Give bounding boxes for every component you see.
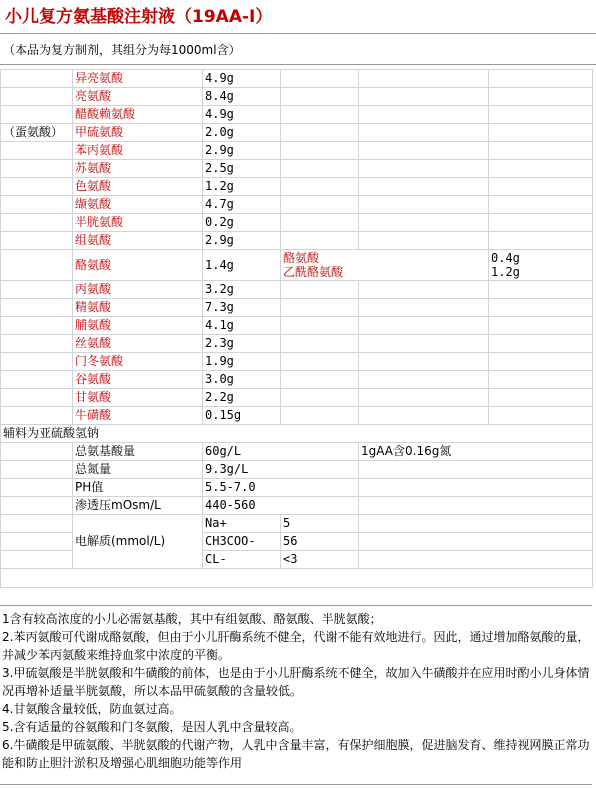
empty-cell [489, 214, 593, 232]
empty-cell [489, 106, 593, 124]
empty-cell [489, 335, 593, 353]
empty-cell [489, 281, 593, 299]
table-row [1, 214, 593, 232]
composition-table [0, 69, 593, 588]
amino-acid-name: 甘氨酸 [73, 389, 203, 407]
tyrosine-sub-amounts [489, 250, 593, 281]
table-row [1, 142, 593, 160]
empty-cell [1, 70, 73, 88]
empty-cell [1, 533, 73, 551]
spec-value: 9.3g/L [203, 461, 359, 479]
amino-acid-name: 醋酸赖氨酸 [73, 106, 203, 124]
table-row [1, 106, 593, 124]
empty-cell [359, 317, 489, 335]
table-row [1, 88, 593, 106]
table-row [1, 196, 593, 214]
amino-acid-amount: 7.3g [203, 299, 281, 317]
spec-value: 60g/L [203, 443, 359, 461]
empty-cell [1, 160, 73, 178]
table-row [1, 281, 593, 299]
empty-cell [281, 88, 359, 106]
empty-cell [1, 142, 73, 160]
table-row [1, 178, 593, 196]
spec-label: 总氮量 [73, 461, 203, 479]
table-row [1, 479, 593, 497]
page-title: 小儿复方氨基酸注射液（19AA-I） [0, 0, 596, 34]
empty-cell [281, 299, 359, 317]
amino-acid-name: 异亮氨酸 [73, 70, 203, 88]
table-row [1, 353, 593, 371]
amino-acid-name: 甲硫氨酸 [73, 124, 203, 142]
amino-acid-name: 牛磺酸 [73, 407, 203, 425]
amino-acid-name: 亮氨酸 [73, 88, 203, 106]
empty-cell [359, 353, 489, 371]
empty-cell [359, 160, 489, 178]
electrolyte-value: 56 [281, 533, 359, 551]
empty-cell [281, 371, 359, 389]
empty-cell [489, 88, 593, 106]
empty-cell [359, 124, 489, 142]
empty-cell [281, 389, 359, 407]
empty-cell [489, 389, 593, 407]
empty-cell [489, 124, 593, 142]
empty-cell [1, 196, 73, 214]
empty-cell [1, 281, 73, 299]
empty-cell [489, 196, 593, 214]
table-row [1, 389, 593, 407]
amino-acid-amount: 2.5g [203, 160, 281, 178]
empty-cell [1, 178, 73, 196]
empty-cell [1, 232, 73, 250]
divider [0, 64, 596, 65]
amino-acid-amount: 4.9g [203, 70, 281, 88]
empty-cell [281, 196, 359, 214]
table-row [1, 70, 593, 88]
empty-cell [1, 299, 73, 317]
empty-cell [281, 407, 359, 425]
empty-cell [359, 407, 489, 425]
empty-cell [359, 281, 489, 299]
empty-cell [489, 371, 593, 389]
table-row [1, 317, 593, 335]
amino-acid-name: 脯氨酸 [73, 317, 203, 335]
empty-cell [489, 317, 593, 335]
amino-acid-amount: 2.9g [203, 232, 281, 250]
note-1: 1含有较高浓度的小儿必需氨基酸，其中有组氨酸、酪氨酸、半胱氨酸； [2, 612, 382, 626]
empty-cell [359, 196, 489, 214]
table-row [1, 250, 593, 281]
empty-cell [1, 443, 73, 461]
amino-acid-amount: 3.2g [203, 281, 281, 299]
empty-cell [359, 497, 593, 515]
spec-label: 渗透压mOsm/L [73, 497, 203, 515]
empty-cell [359, 515, 593, 533]
amino-acid-amount: 0.15g [203, 407, 281, 425]
amino-acid-amount: 2.3g [203, 335, 281, 353]
empty-cell [281, 142, 359, 160]
amino-acid-amount: 2.2g [203, 389, 281, 407]
tyrosine-sub-name: 酪氨酸 [283, 251, 320, 265]
amino-acid-amount: 2.9g [203, 142, 281, 160]
table-row [1, 335, 593, 353]
empty-cell [489, 407, 593, 425]
notes-section [0, 605, 592, 785]
amino-acid-name: 酪氨酸 [73, 250, 203, 281]
empty-cell [1, 389, 73, 407]
empty-cell [1, 106, 73, 124]
empty-cell [359, 232, 489, 250]
empty-cell [281, 317, 359, 335]
empty-cell [1, 407, 73, 425]
empty-cell [359, 461, 593, 479]
table-row [1, 299, 593, 317]
amino-acid-name: 苏氨酸 [73, 160, 203, 178]
spec-value: 440-560 [203, 497, 359, 515]
table-row [1, 497, 593, 515]
table-row [1, 124, 593, 142]
empty-cell [281, 160, 359, 178]
electrolyte-value: <3 [281, 551, 359, 569]
amino-acid-name: 苯丙氨酸 [73, 142, 203, 160]
excipient-label: 辅料为亚硫酸氢钠 [1, 425, 593, 443]
amino-acid-name: 丙氨酸 [73, 281, 203, 299]
amino-acid-name: 色氨酸 [73, 178, 203, 196]
note-3: 3.甲硫氨酸是半胱氨酸和牛磺酸的前体，也是由于小儿肝酶系统不健全，故加入牛磺酸并在应用时酌小儿身体情况再增补适量半胱氨酸，所以本品甲硫氨酸的含量较低。 [2, 666, 590, 698]
amino-acid-amount: 1.9g [203, 353, 281, 371]
empty-cell [1, 569, 593, 588]
amino-acid-name: 谷氨酸 [73, 371, 203, 389]
amino-acid-amount: 4.9g [203, 106, 281, 124]
empty-cell [359, 299, 489, 317]
empty-cell [1, 317, 73, 335]
empty-cell [359, 479, 593, 497]
table-row [1, 461, 593, 479]
empty-cell [281, 106, 359, 124]
note-4: 4.甘氨酸含量较低，防血氨过高。 [2, 702, 182, 716]
empty-cell [359, 88, 489, 106]
empty-cell [1, 479, 73, 497]
electrolyte-ion: CH3COO- [203, 533, 281, 551]
spec-label: 总氨基酸量 [73, 443, 203, 461]
empty-cell [489, 299, 593, 317]
empty-cell [281, 353, 359, 371]
empty-cell [489, 160, 593, 178]
spec-value: 5.5-7.0 [203, 479, 359, 497]
empty-cell [1, 214, 73, 232]
empty-cell [1, 335, 73, 353]
empty-cell [281, 335, 359, 353]
amino-acid-name: 丝氨酸 [73, 335, 203, 353]
tyrosine-sub-name: 乙酰酪氨酸 [283, 265, 344, 279]
empty-cell [1, 371, 73, 389]
note-6: 6.牛磺酸是甲硫氨酸、半胱氨酸的代谢产物，人乳中含量丰富，有保护细胞膜，促进脑发育、维持视网膜正常功能和防止胆汁淤积及增强心肌细胞功能等作用 [2, 738, 590, 770]
empty-cell [281, 281, 359, 299]
amino-acid-amount: 3.0g [203, 371, 281, 389]
subtitle: （本品为复方制剂，其组分为每1000ml含） [3, 43, 241, 57]
table-row [1, 371, 593, 389]
empty-cell [489, 232, 593, 250]
empty-cell [359, 142, 489, 160]
empty-cell [281, 178, 359, 196]
empty-cell [489, 178, 593, 196]
empty-cell [359, 178, 489, 196]
amino-acid-amount: 4.1g [203, 317, 281, 335]
empty-cell [359, 70, 489, 88]
amino-acid-name: 缬氨酸 [73, 196, 203, 214]
empty-cell [1, 497, 73, 515]
empty-cell [1, 353, 73, 371]
amino-acid-amount: 4.7g [203, 196, 281, 214]
empty-cell [281, 232, 359, 250]
amino-acid-amount: 2.0g [203, 124, 281, 142]
note-2: 2.苯丙氨酸可代谢成酪氨酸，但由于小儿肝酶系统不健全，代谢不能有效地进行。因此，通过增加酪氨酸的量，并减少苯丙氨酸来维持血浆中浓度的平衡。 [2, 630, 590, 662]
table-row [1, 407, 593, 425]
empty-cell [281, 214, 359, 232]
empty-cell [489, 142, 593, 160]
empty-cell [1, 88, 73, 106]
table-row [1, 425, 593, 443]
amino-acid-name: 精氨酸 [73, 299, 203, 317]
table-row [1, 232, 593, 250]
electrolyte-ion: Na+ [203, 515, 281, 533]
group-label: （蛋氨酸） [1, 124, 73, 142]
amino-acid-amount: 0.2g [203, 214, 281, 232]
amino-acid-amount: 8.4g [203, 88, 281, 106]
empty-cell [489, 70, 593, 88]
tyrosine-sub-names [281, 250, 489, 281]
spec-label: PH值 [73, 479, 203, 497]
empty-cell [359, 214, 489, 232]
empty-cell [359, 533, 593, 551]
empty-cell [359, 551, 593, 569]
empty-cell [281, 70, 359, 88]
table-row [1, 443, 593, 461]
empty-cell [359, 335, 489, 353]
empty-cell [281, 124, 359, 142]
empty-cell [1, 515, 73, 533]
empty-cell [489, 353, 593, 371]
spec-note: 1gAA含0.16g氮 [359, 443, 593, 461]
electrolyte-value: 5 [281, 515, 359, 533]
empty-cell [1, 551, 73, 569]
table-row [1, 160, 593, 178]
empty-cell [359, 371, 489, 389]
amino-acid-name: 门冬氨酸 [73, 353, 203, 371]
tyrosine-sub-amount: 0.4g [491, 251, 520, 265]
electrolyte-ion: CL- [203, 551, 281, 569]
table-row [1, 569, 593, 588]
amino-acid-name: 半胱氨酸 [73, 214, 203, 232]
electrolyte-label: 电解质(mmol/L) [73, 515, 203, 569]
table-row [1, 515, 593, 533]
empty-cell [1, 461, 73, 479]
amino-acid-amount: 1.2g [203, 178, 281, 196]
amino-acid-name: 组氨酸 [73, 232, 203, 250]
empty-cell [359, 106, 489, 124]
tyrosine-sub-amount: 1.2g [491, 265, 520, 279]
note-5: 5.含有适量的谷氨酸和门冬氨酸，是因人乳中含量较高。 [2, 720, 302, 734]
empty-cell [1, 250, 73, 281]
empty-cell [359, 389, 489, 407]
amino-acid-amount: 1.4g [203, 250, 281, 281]
